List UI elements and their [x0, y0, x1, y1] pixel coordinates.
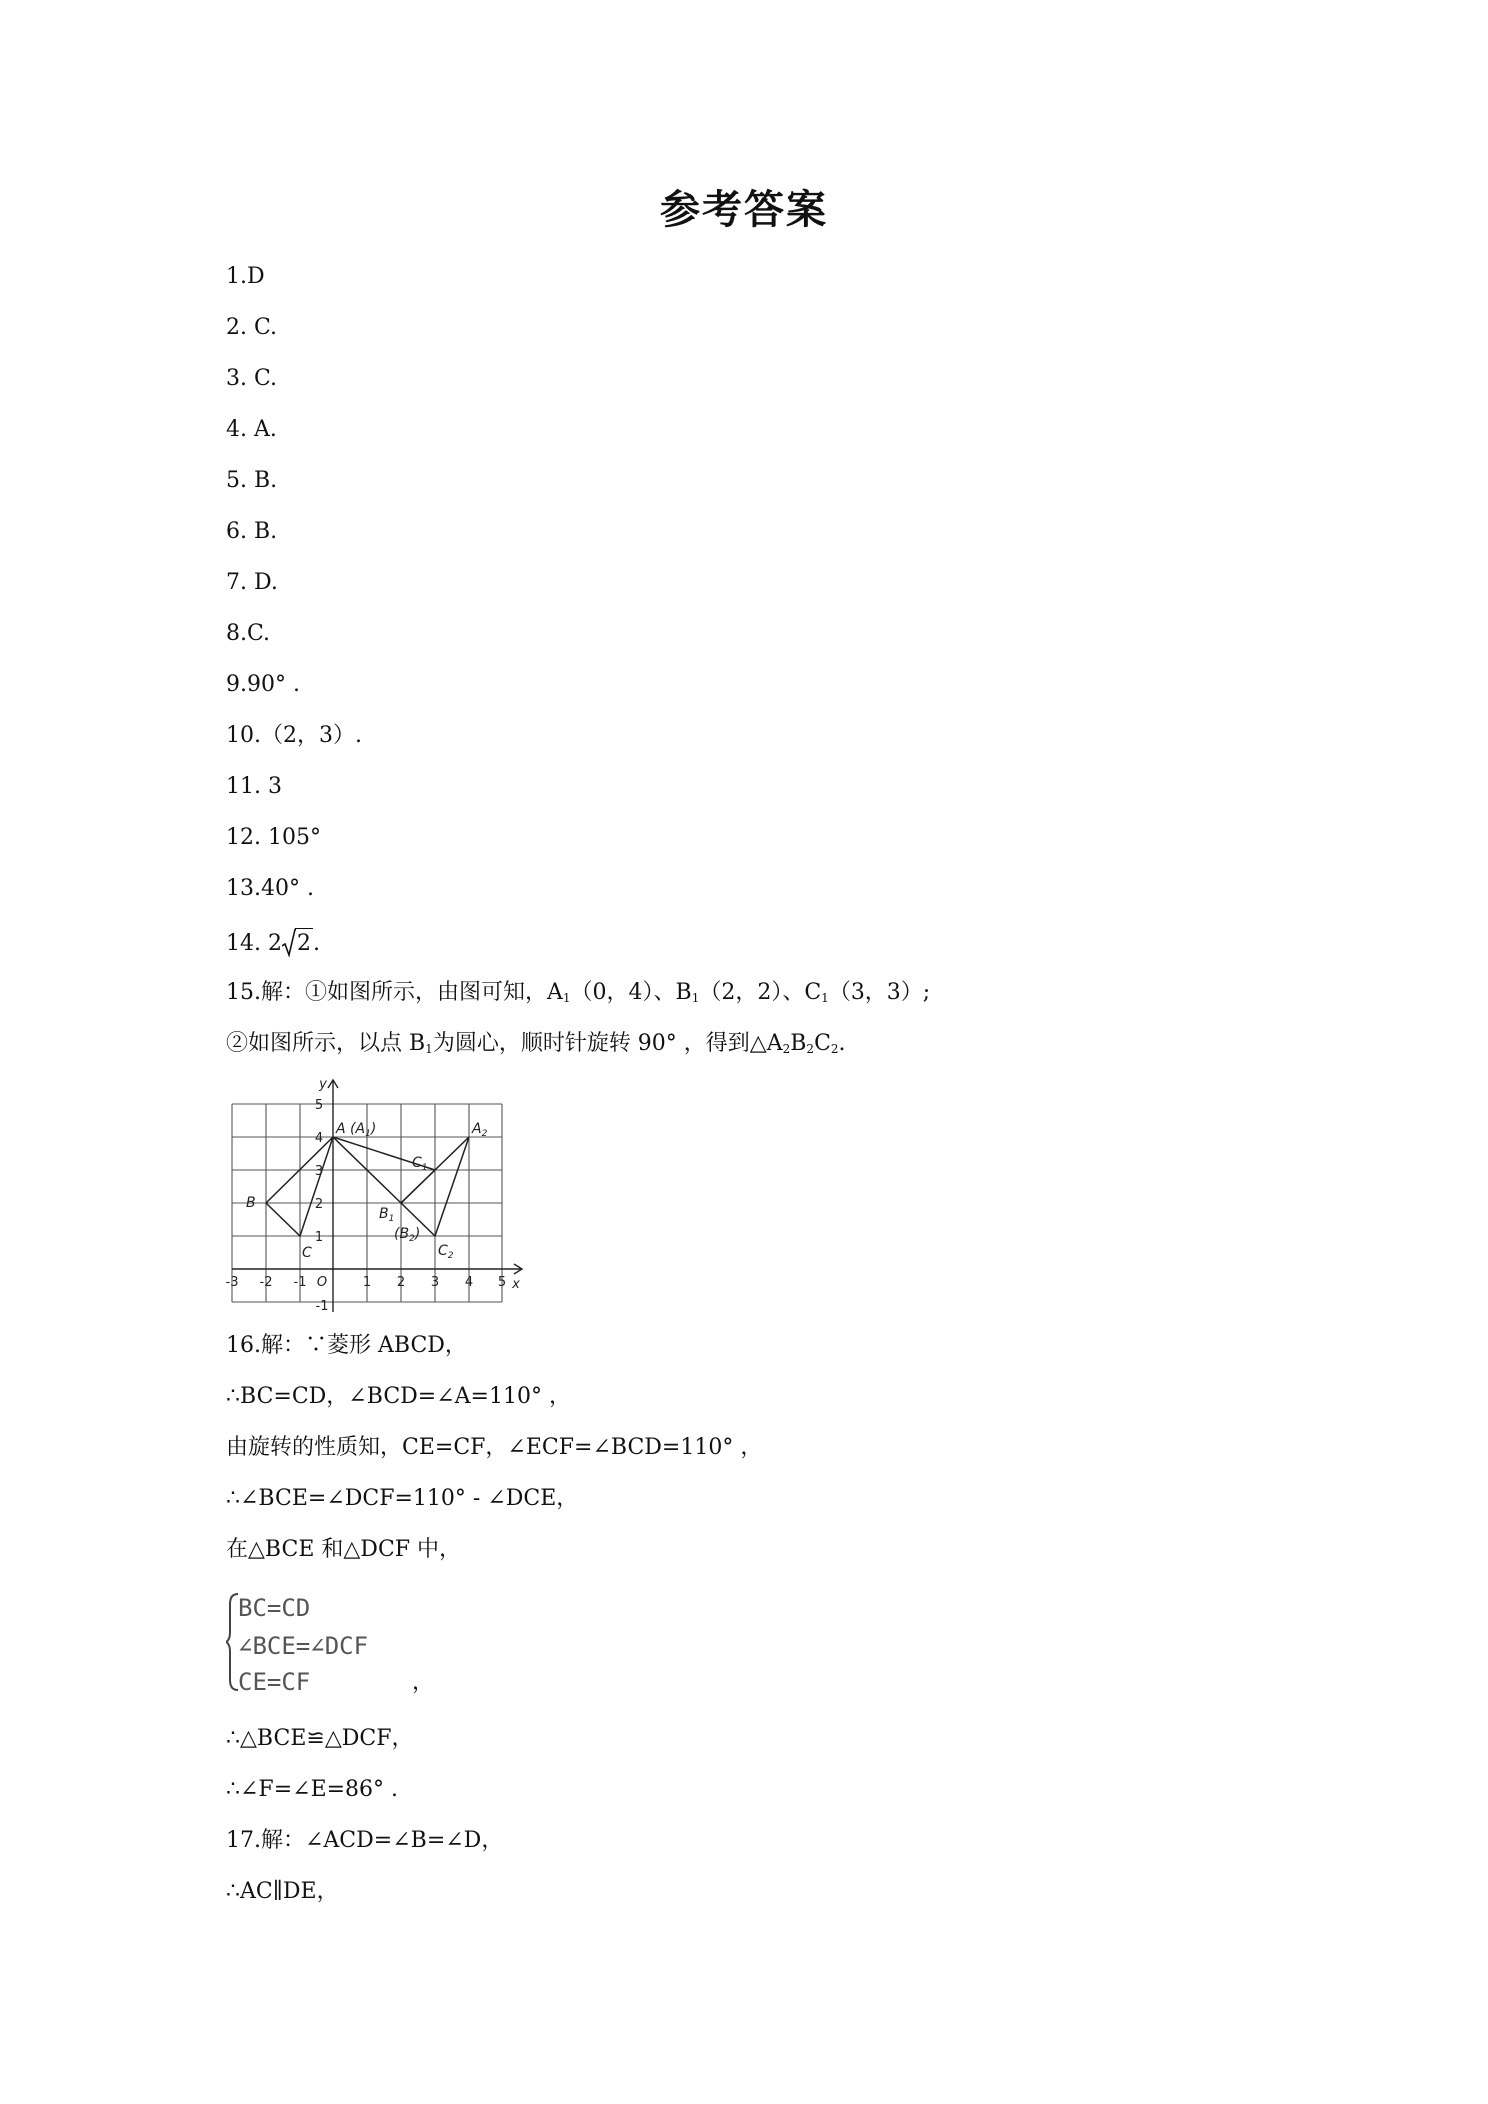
q16-line-1: 16.解：∵菱形 ABCD，: [226, 1333, 467, 1358]
q15-l2-sub-2: 2: [782, 1042, 791, 1056]
y-axis-label: y: [319, 1077, 327, 1092]
x-axis-label: x: [512, 1277, 520, 1292]
y-tick-label: 3: [314, 1164, 324, 1179]
answer-line-5: 5. B.: [226, 468, 278, 493]
y-tick-label: 2: [314, 1197, 324, 1212]
q15-l2-sub-3: 2: [806, 1042, 815, 1056]
x-tick-label: -2: [259, 1275, 273, 1290]
y-tick-label: 1: [314, 1230, 324, 1245]
answer-line-9: 9.90° .: [226, 672, 300, 697]
system-equation-3: CE=CF: [238, 1668, 311, 1696]
answer-line-2: 2. C.: [226, 315, 278, 340]
q14-prefix: 14. 2: [226, 931, 282, 956]
answer-line-3: 3. C.: [226, 366, 278, 391]
label-a2: $A_2$: [472, 1121, 488, 1139]
equation-system: [226, 1590, 426, 1700]
q15-line-2: [226, 1029, 846, 1064]
x-tick-label: 2: [396, 1275, 406, 1290]
label-c1: $C_1$: [412, 1155, 428, 1173]
answer-line-12: 12. 105°: [226, 825, 321, 850]
origin-label: O: [316, 1275, 328, 1290]
q17-line-1: 17.解：∠ACD=∠B=∠D，: [226, 1828, 504, 1853]
coordinate-grid-figure: [226, 1074, 536, 1316]
y-tick-label: 5: [314, 1098, 324, 1113]
x-tick-label: 3: [430, 1275, 440, 1290]
x-tick-label: 4: [464, 1275, 474, 1290]
q15-l1-part-2: （2，2）、C: [699, 980, 822, 1005]
answer-line-6: 6. B.: [226, 519, 278, 544]
q15-l1-sub-2: 1: [691, 991, 700, 1005]
x-tick-label: -3: [226, 1275, 239, 1290]
left-brace-icon: [226, 1594, 238, 1690]
q16-line-7: ∴∠F=∠E=86° .: [226, 1777, 399, 1802]
q15-l1-sub-3: 1: [821, 991, 829, 1005]
answer-line-14: [226, 928, 320, 959]
x-tick-label: 1: [362, 1275, 372, 1290]
x-tick-labels: [226, 1275, 520, 1292]
sqrt-expression: [282, 928, 313, 959]
label-b2: $(B_2)$: [394, 1226, 421, 1244]
label-b: B: [246, 1195, 256, 1211]
q17-line-2: ∴AC∥DE，: [226, 1879, 339, 1904]
label-c: C: [302, 1245, 312, 1261]
label-a-a1: A $(A_1)$: [336, 1121, 377, 1139]
y-tick-label: -1: [315, 1299, 329, 1314]
radical-sign-icon: [282, 928, 296, 958]
q16-line-4: ∴∠BCE=∠DCF=110° - ∠DCE，: [226, 1486, 579, 1511]
q14-radicand: 2: [295, 928, 313, 959]
q15-l2-part-3: C: [814, 1031, 831, 1056]
page-title: 参考答案: [660, 187, 828, 233]
y-tick-label: 4: [314, 1131, 324, 1146]
q16-line-2: ∴BC=CD，∠BCD=∠A=110° ，: [226, 1384, 571, 1409]
x-tick-label: 5: [497, 1275, 507, 1290]
x-tick-label: -1: [293, 1275, 307, 1290]
system-comma: ，: [412, 1670, 435, 1695]
axes: [232, 1080, 522, 1312]
answer-line-1: 1.D: [226, 264, 265, 289]
q15-l2-part-2: B: [790, 1031, 807, 1056]
q15-l1-part-3: （3，3）;: [828, 980, 931, 1005]
q15-l1-sub-1: 1: [562, 991, 571, 1005]
q15-l2-part-4: .: [838, 1031, 846, 1056]
q15-l2-sub-4: 2: [830, 1042, 839, 1056]
answer-line-7: 7. D.: [226, 570, 278, 595]
q14-suffix: .: [312, 931, 320, 956]
answer-line-10: 10.（2，3）.: [226, 723, 362, 748]
q15-line-1: [226, 978, 930, 1013]
q15-l2-intro: ②如图所示，以点 B: [226, 1031, 426, 1056]
q16-line-3: 由旋转的性质知，CE=CF，∠ECF=∠BCD=110° ，: [226, 1435, 763, 1460]
q15-l2-part-1: 为圆心，顺时针旋转 90° ，得到△A: [432, 1031, 783, 1056]
q15-l1-part-1: （0，4）、B: [570, 980, 692, 1005]
q15-l1-intro: 15.解：①如图所示，由图可知，A: [226, 980, 563, 1005]
answer-line-11: 11. 3: [226, 774, 282, 799]
label-b1: $B_1$: [379, 1206, 395, 1224]
q16-line-6: ∴△BCE≌△DCF，: [226, 1726, 414, 1751]
answer-line-13: 13.40° .: [226, 876, 314, 901]
answer-line-4: 4. A.: [226, 417, 277, 442]
q15-l2-sub-1: 1: [425, 1042, 433, 1056]
system-equation-1: BC=CD: [238, 1594, 311, 1622]
answer-line-8: 8.C.: [226, 621, 271, 646]
q16-line-5: 在△BCE 和△DCF 中，: [226, 1537, 462, 1562]
label-c2: $C_2$: [438, 1243, 454, 1261]
system-equation-2: ∠BCE=∠DCF: [238, 1632, 369, 1660]
